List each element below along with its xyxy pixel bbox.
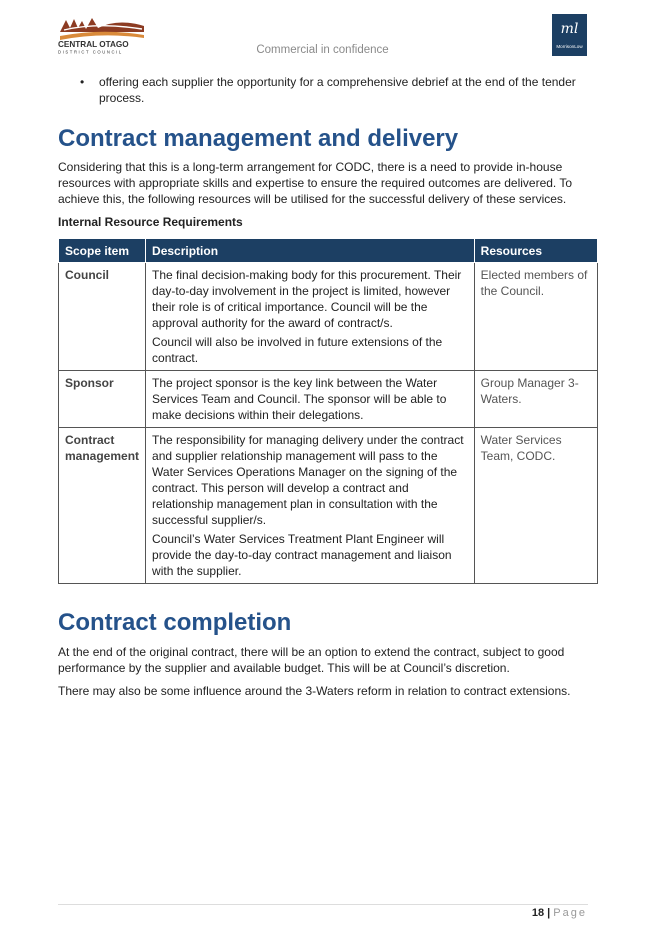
section-title-contract-management: Contract management and delivery bbox=[58, 125, 459, 152]
cell-resources: Elected members of the Council. bbox=[474, 263, 597, 371]
page-header bbox=[0, 0, 645, 66]
cell-description bbox=[146, 263, 475, 371]
cell-description bbox=[146, 371, 475, 428]
completion-paragraph-2: There may also be some influence around the 3-Waters reform in relation to contract extensions. bbox=[58, 684, 571, 698]
cell-scope: Sponsor bbox=[59, 371, 146, 428]
bullet-text: offering each supplier the opportunity for a comprehensive debrief at the end of the tender process. bbox=[99, 75, 576, 105]
page-number: 18 bbox=[531, 907, 545, 919]
description-paragraph: The responsibility for managing delivery under the contract and supplier relationship management will pass to the Water Services Operations Manager on the signing of the contract. This person will develop a contract and relationship management plan in consultation with the successful supplier/s. bbox=[152, 433, 464, 527]
resource-requirements-table bbox=[58, 238, 598, 584]
completion-paragraph-1: At the end of the original contract, there will be an option to extend the contract, subject to good performance by the supplier and available budget. This will be at Council’s discretion. bbox=[58, 645, 565, 675]
header-description: Description bbox=[146, 239, 475, 263]
bullet-item bbox=[80, 74, 590, 106]
description-paragraph: The final decision-making body for this procurement. Their day-to-day involvement in the project is limited, however their role is of critical importance. Council will be the approval authority for the award of contract/s. bbox=[152, 268, 462, 330]
cell-resources: Water Services Team, CODC. bbox=[474, 428, 597, 584]
cell-description bbox=[146, 428, 475, 584]
description-paragraph: Council will also be involved in future extensions of the contract. bbox=[152, 335, 443, 365]
cell-scope: Contract management bbox=[59, 428, 146, 584]
logo-subtext: MorrisonLow bbox=[556, 44, 583, 49]
section-title-contract-completion: Contract completion bbox=[58, 609, 292, 636]
description-paragraph: The project sponsor is the key link between the Water Services Team and Council. The sponsor will be able to make decisions within their delegations. bbox=[152, 376, 447, 422]
page-label: Page bbox=[553, 907, 587, 919]
table-row bbox=[59, 371, 598, 428]
footer-divider bbox=[58, 904, 588, 905]
table-row bbox=[59, 263, 598, 371]
header-scope-item: Scope item bbox=[59, 239, 146, 263]
section-intro-paragraph: Considering that this is a long-term arrangement for CODC, there is a need to provide in-house resources with appropriate skills and expertise to ensure the required outcomes are delivered. To achieve this, the following resources will be utilised for the successful delivery of these services. bbox=[58, 160, 573, 206]
cell-scope: Council bbox=[59, 263, 146, 371]
description-paragraph: Council’s Water Services Treatment Plant Engineer will provide the day-to-day contract management and liaison with the supplier. bbox=[152, 532, 452, 578]
table-subheading: Internal Resource Requirements bbox=[58, 215, 243, 229]
logo-text-main: CENTRAL OTAGO bbox=[58, 40, 129, 49]
page-footer bbox=[532, 906, 587, 920]
morrisonlow-logo bbox=[552, 14, 587, 56]
table-header-row bbox=[59, 239, 598, 263]
header-resources: Resources bbox=[474, 239, 597, 263]
bullet-icon: • bbox=[80, 75, 85, 89]
page-separator: | bbox=[547, 907, 551, 919]
table-row bbox=[59, 428, 598, 584]
logo-text-sub: DISTRICT COUNCIL bbox=[58, 49, 123, 54]
confidentiality-label: Commercial in confidence bbox=[256, 44, 389, 56]
cell-resources: Group Manager 3-Waters. bbox=[474, 371, 597, 428]
logo-mark: ml bbox=[560, 21, 579, 37]
